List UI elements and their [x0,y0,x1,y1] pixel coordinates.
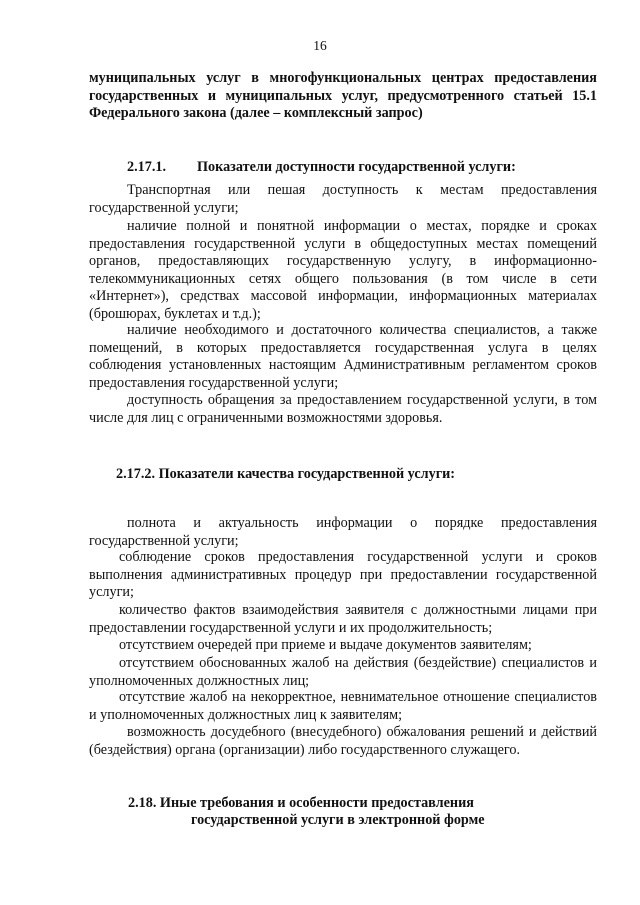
section-2-18-heading-line1: 2.18. Иные требования и особенности предоставления [128,795,474,811]
quality-item-7: возможность досудебного (внесудебного) обжалования решений и действий (бездействия) органа (организации) либо государственного служащего. [89,724,597,758]
page-number: 16 [313,38,327,53]
intro-paragraph: муниципальных услуг в многофункциональных центрах предоставления государственных и муниципальных услуг, предусмотренного статьей 15.1 Федерального закона (далее – комплексный запрос) [89,70,597,122]
section-2-18-heading-line2: государственной услуги в электронной форме [191,812,485,828]
accessibility-item-4: доступность обращения за предоставлением государственной услуги, в том числе для лиц с ограниченными возможностями здоровья. [89,392,597,426]
quality-item-5: отсутствием обоснованных жалоб на действия (бездействие) специалистов и уполномоченных должностных лиц; [89,655,597,689]
section-2-17-2-heading [116,466,455,483]
quality-item-4: отсутствием очередей при приеме и выдаче документов заявителям; [119,637,532,653]
section-number: 2.17.1. [127,159,167,175]
section-title: Показатели доступности государственной услуги: [197,159,516,175]
accessibility-item-1: Транспортная или пешая доступность к местам предоставления государственной услуги; [89,182,597,216]
section-title: Показатели качества государственной услуги: [158,466,456,482]
quality-item-6: отсутствие жалоб на некорректное, невнимательное отношение специалистов и уполномоченных должностных лиц к заявителям; [89,689,597,723]
quality-item-1: полнота и актуальность информации о порядке предоставления государственной услуги; [89,515,597,549]
section-2-17-1-heading [127,159,516,176]
quality-item-3: количество фактов взаимодействия заявителя с должностными лицами при предоставлении государственной услуги и их продолжительность; [89,602,597,636]
accessibility-item-2: наличие полной и понятной информации о местах, порядке и сроках предоставления государственной услуги в общедоступных местах помещений органов, предоставляющих государственную услугу, в информационно-телекоммуникационных сетях общего пользования (в том числе в сети «Интернет»), средствах массовой информации, информационных материалах (брошюрах, буклетах и т.д.); [89,218,597,322]
quality-item-2: соблюдение сроков предоставления государственной услуги и сроков выполнения административных процедур при предоставлении государственной услуги; [89,549,597,601]
section-number: 2.17.2. [116,466,156,482]
accessibility-item-3: наличие необходимого и достаточного количества специалистов, а также помещений, в которых предоставляется государственная услуга в целях соблюдения установленных настоящим Административным регламентом сроков предоставления государственной услуги; [89,322,597,391]
